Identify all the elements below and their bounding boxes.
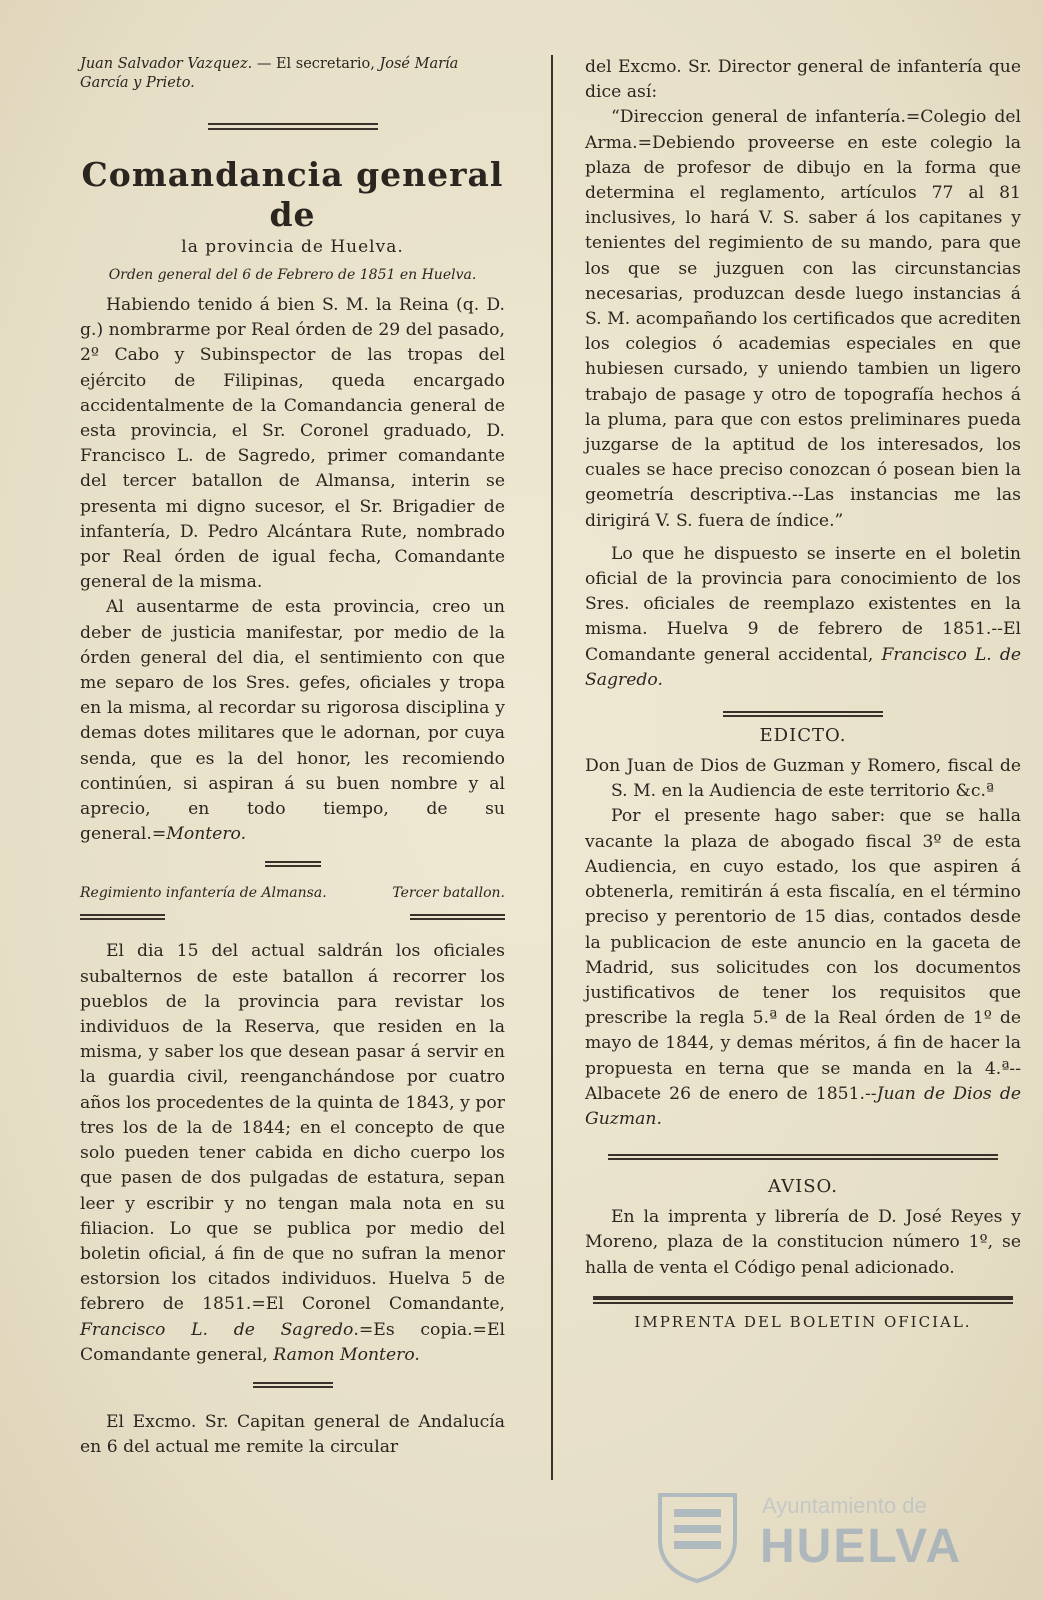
edicto-intro: Don Juan de Dios de Guzman y Romero, fiscal de S. M. en la Audiencia de este territorio &c.ª (585, 756, 1021, 802)
signature-sagredo: Francisco L. de Sagredo. (585, 644, 1021, 690)
short-divider (265, 859, 321, 869)
footer-divider (593, 1295, 1013, 1305)
section-subtitle: la provincia de Huelva. (181, 237, 404, 257)
watermark (640, 1485, 970, 1585)
battalion-name: Tercer batallon. (392, 885, 505, 902)
divider-right (410, 913, 505, 921)
edicto-title: EDICTO. (759, 725, 847, 747)
aviso-title: AVISO. (768, 1176, 838, 1198)
signature-line (80, 55, 505, 93)
printer-footer: IMPRENTA DEL BOLETIN OFICIAL. (634, 1312, 972, 1331)
aviso-body: En la imprenta y librería de D. José Reyes y Moreno, plaza de la constitucion número 1º, se halla de venta el Código penal adicionado. (585, 1207, 1021, 1278)
signature-name: Juan Salvador Vazquez. (80, 56, 253, 72)
paragraph-boletin (585, 542, 1021, 693)
left-column (80, 55, 505, 1460)
secretary-label: — El secretario, (252, 56, 380, 72)
ornament-divider (208, 121, 378, 133)
paragraph-text: Al ausentarme de esta provincia, creo un deber de justicia manifestar, por medio de la órden general del dia, el sentimiento con que me separo de los Sres. gefes, oficiales y tropa en la misma, al recordar su rigorosa disciplina y demas dotes militares que le adornan, por cuya senda, que es la del honor, les recomiendo continúen, si aspiran á su buen nombre y al aprecio, en todo tiempo, de su general.= (80, 597, 505, 845)
paragraph-comandancia-1: Habiendo tenido á bien S. M. la Reina (q. D. g.) nombrarme por Real órden de 29 del pasado, 2º Cabo y Subinspector de las tropas del ejército de Filipinas, queda encargado accidentalmente de la Comandancia general de esta provincia, el Sr. Coronel graduado, D. Francisco L. de Sagredo, primer comandante del tercer batallon de Almansa, interin se presenta mi digno sucesor, el Sr. Brigadier de infantería, D. Pedro Alcántara Rute, nombrado por Real órden de igual fecha, Comandante general de la misma. (80, 295, 505, 593)
watermark-line2: HUELVA (760, 1520, 963, 1573)
paragraph-capitan-general: El Excmo. Sr. Capitan general de Andalucía en 6 del actual me remite la circular (80, 1411, 505, 1458)
ornament-divider (723, 709, 883, 719)
regiment-header (80, 885, 505, 901)
regiment-dividers (80, 913, 505, 921)
watermark-line1: Ayuntamiento de (762, 1493, 927, 1518)
paragraph-circular: “Direccion general de infantería.=Colegio del Arma.=Debiendo proveerse en este colegio la plaza de profesor de dibujo en la forma que determina el reglamento, artículos 77 al 81 inclusives, lo hará V. S. saber á los capitanes y tenientes del regimiento de su mando, para que los que se juzguen con las circunstancias necesarias, produzcan desde luego instancias á S. M. acompañando los certificados que acrediten los colegios ó academias especiales en que hubiesen cursado, y uniendo tambien un ligero trabajo de pasage y otro de topografía hechos á la pluma, para que con estos preliminares pueda juzgarse de la aptitud de los interesados, los cuales se hace preciso conozcan ó posean bien la geometría descriptiva.--Las instancias me las dirigirá V. S. fuera de índice.” (585, 107, 1021, 531)
signature-guzman: Juan de Dios de Guzman. (585, 1083, 1021, 1129)
paragraph-battalion (80, 939, 505, 1367)
paragraph-text: El dia 15 del actual saldrán los oficiales subalternos de este batallon á recorrer los pueblos de la provincia para revistar los individuos de la Reserva, que residen en la misma, y saber los que desean pasar á servir en la guardia civil, reenganchándose por cuatro años los procedentes de la quinta de 1843, y por tres los de la de 1844; en el concepto de que solo pueden tener cabida en dicho cuerpo los que pasen de dos pulgadas de estatura, sepan leer y escribir y no tengan mala nota en su filiacion. Lo que se publica por medio del boletin oficial, á fin de que no sufran la menor estorsion los citados individuos. Huelva 5 de febrero de 1851.=El Coronel Comandante, (80, 941, 505, 1315)
signature-montero-2: Ramon Montero. (273, 1344, 420, 1365)
regiment-name: Regimiento infantería de Almansa. (80, 885, 327, 902)
paragraph-text: Por el presente hago saber: que se halla vacante la plaza de abogado fiscal 3º de esta Audiencia, en cuyo estado, los que aspiren á obtenerla, remitirán á esta fiscalía, en el término preciso y perentorio de 15 dias, contados desde la publicacion de este anuncio en la gaceta de Madrid, sus solicitudes con los documentos justificativos de tener los requisitos que prescribe la regla 5.ª de la Real órden de 1º de mayo de 1844, y demas méritos, á fin de hacer la propuesta en terna que se manda en la 4.ª--Albacete 26 de enero de 1851.-- (585, 806, 1021, 1104)
right-column (585, 55, 1021, 1331)
coat-of-arms-icon (650, 1485, 745, 1585)
edicto-body (585, 804, 1021, 1132)
signature-montero: Montero. (166, 824, 247, 845)
short-divider (253, 1380, 333, 1390)
paragraph-text-mid: .=Es copia.=El Comandante general, (80, 1319, 506, 1365)
order-date: Orden general del 6 de Febrero de 1851 en Huelva. (108, 267, 477, 283)
paragraph-director: del Excmo. Sr. Director general de infantería que dice así: (585, 57, 1021, 103)
secretary-name: José María García y Prieto. (80, 56, 459, 91)
divider-left (80, 913, 165, 921)
long-divider (608, 1152, 998, 1162)
paragraph-text: Lo que he dispuesto se inserte en el boletin oficial de la provincia para conocimiento de los Sres. oficiales de reemplazo existentes en la misma. Huelva 9 de febrero de 1851.--El Comandante general accidental, (585, 543, 1021, 665)
paragraph-comandancia-2 (80, 595, 505, 847)
section-title: Comandancia general de (81, 155, 504, 234)
signature-sagredo: Francisco L. de Sagredo (80, 1319, 354, 1340)
column-rule (551, 55, 553, 1480)
